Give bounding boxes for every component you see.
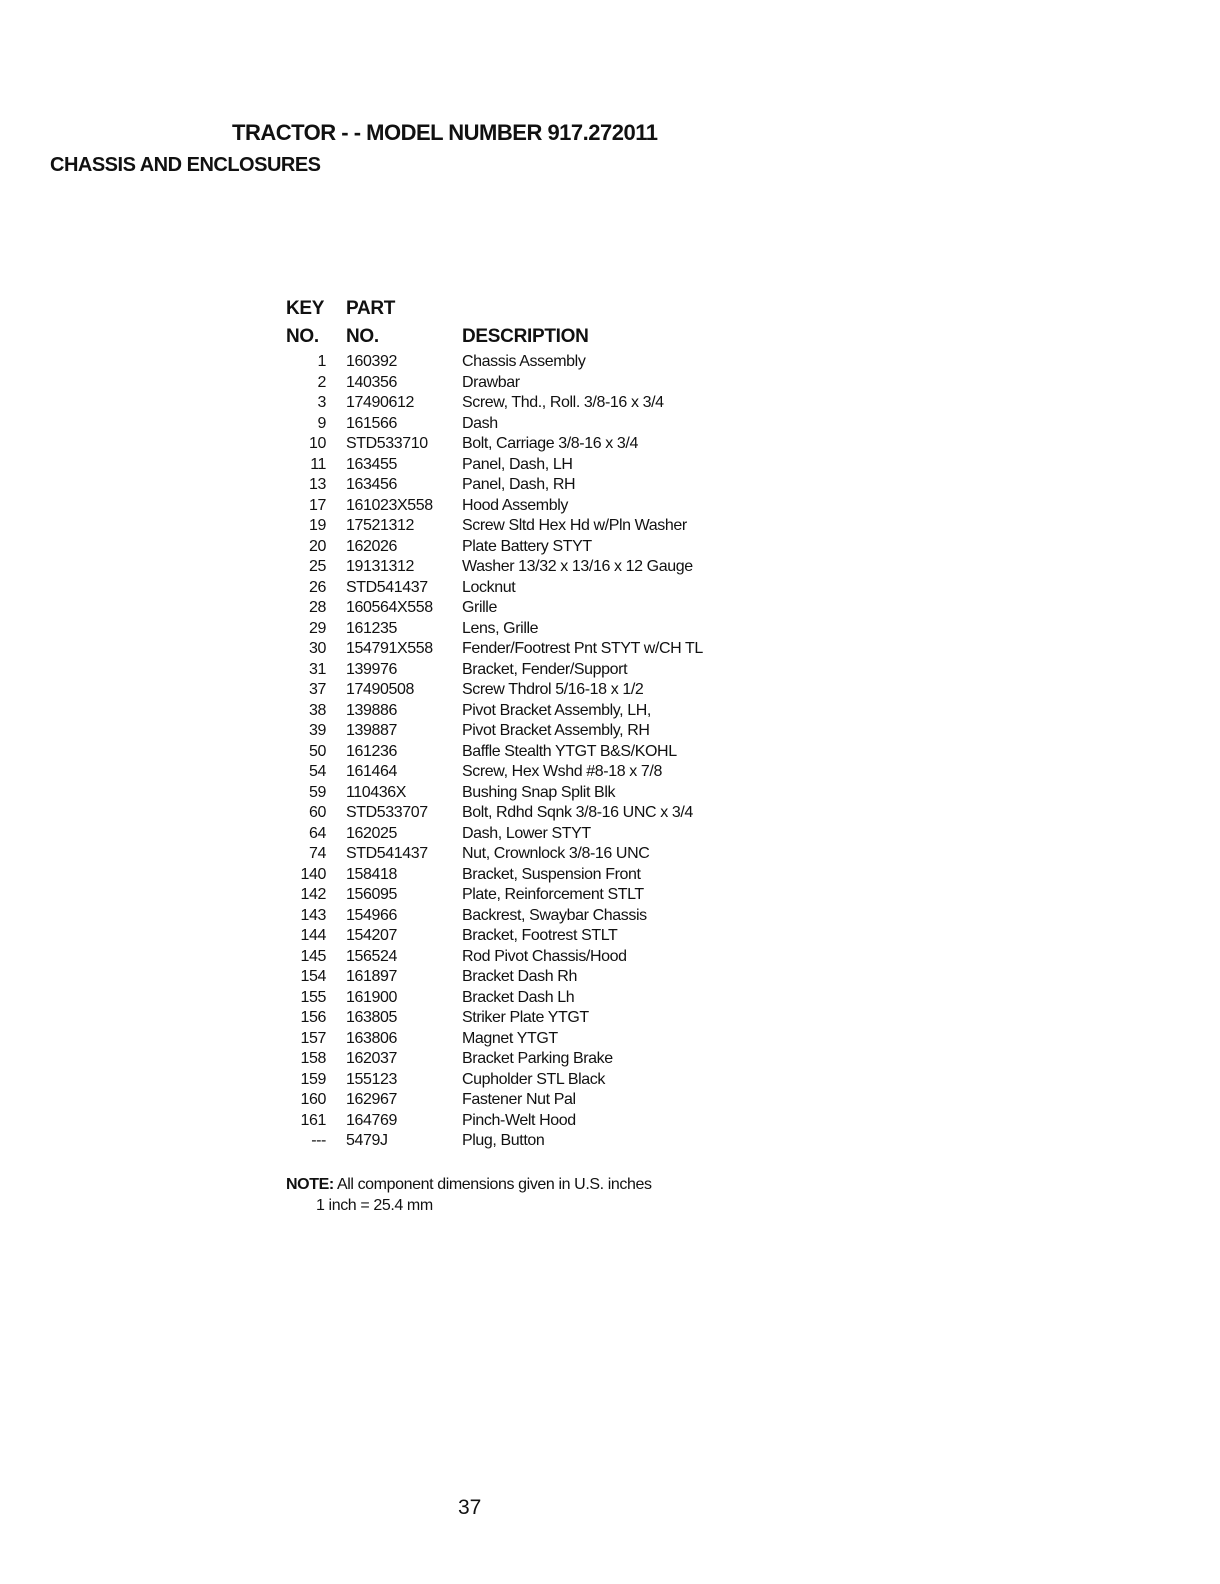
part-no-cell: 161566 — [346, 414, 397, 432]
table-row — [280, 906, 740, 927]
part-no-cell: 19131312 — [346, 558, 414, 575]
key-no-cell: 3 — [317, 394, 326, 411]
part-no-cell: 162026 — [346, 537, 397, 555]
key-no-cell: 142 — [300, 886, 326, 903]
key-no-cell: 145 — [300, 947, 326, 965]
table-row — [280, 721, 740, 742]
part-no-cell: 156095 — [346, 886, 397, 903]
key-no-cell: 25 — [309, 558, 326, 575]
key-no-cell: 50 — [309, 742, 326, 760]
key-no-cell: 160 — [300, 1091, 326, 1108]
table-row — [280, 680, 740, 701]
key-no-cell: 13 — [309, 476, 326, 493]
table-row — [280, 1070, 740, 1091]
key-no-cell: 158 — [300, 1050, 326, 1067]
key-no-cell: 10 — [309, 435, 326, 452]
description-cell: Dash — [462, 414, 498, 432]
part-no-cell: 155123 — [346, 1070, 397, 1088]
header-description: DESCRIPTION — [462, 326, 589, 347]
key-no-cell: 64 — [309, 824, 326, 842]
table-row — [280, 1029, 740, 1050]
table-row — [280, 537, 740, 558]
part-no-cell: 154966 — [346, 906, 397, 924]
table-row — [280, 557, 740, 578]
parts-table — [280, 352, 740, 1152]
key-no-cell: 74 — [309, 845, 326, 862]
key-no-cell: 26 — [309, 578, 326, 596]
key-no-cell: 17 — [309, 496, 326, 514]
part-no-cell: 161900 — [346, 988, 397, 1006]
key-no-cell: 1 — [317, 353, 326, 370]
part-no-cell: 5479J — [346, 1132, 388, 1149]
table-row — [280, 865, 740, 886]
part-no-cell: 162037 — [346, 1050, 397, 1067]
part-no-cell: 158418 — [346, 865, 397, 883]
table-row — [280, 619, 740, 640]
table-row — [280, 660, 740, 681]
description-cell: Bracket Dash Lh — [462, 988, 575, 1006]
page-number: 37 — [458, 1496, 482, 1519]
header-key-line2: NO. — [286, 326, 319, 347]
table-row — [280, 475, 740, 496]
table-row — [280, 393, 740, 414]
description-cell: Panel, Dash, LH — [462, 455, 573, 473]
header-part-line2: NO. — [346, 326, 379, 347]
part-no-cell: 161235 — [346, 619, 397, 637]
note-text: All component dimensions given in U.S. inches — [336, 1176, 652, 1193]
table-row — [280, 434, 740, 455]
part-no-cell: 160564X558 — [346, 599, 433, 616]
table-row — [280, 578, 740, 599]
part-no-cell: 156524 — [346, 947, 397, 965]
key-no-cell: 2 — [317, 373, 326, 391]
key-no-cell: 155 — [300, 988, 326, 1006]
part-no-cell: 163806 — [346, 1029, 397, 1047]
key-no-cell: 20 — [309, 537, 326, 555]
description-cell: Backrest, Swaybar Chassis — [462, 906, 647, 924]
table-row — [280, 1111, 740, 1132]
table-row — [280, 926, 740, 947]
description-cell: Screw, Thd., Roll. 3/8-16 x 3/4 — [462, 394, 664, 411]
description-cell: Dash, Lower STYT — [462, 824, 591, 842]
description-cell: Plug, Button — [462, 1132, 545, 1149]
key-no-cell: 143 — [300, 906, 326, 924]
key-no-cell: 19 — [309, 517, 326, 534]
part-no-cell: 163805 — [346, 1009, 397, 1026]
key-no-cell: 156 — [300, 1009, 326, 1026]
description-cell: Screw, Hex Wshd #8-18 x 7/8 — [462, 763, 662, 780]
table-row — [280, 824, 740, 845]
description-cell: Chassis Assembly — [462, 353, 586, 370]
description-cell: Pivot Bracket Assembly, LH, — [462, 701, 651, 719]
description-cell: Pinch-Welt Hood — [462, 1111, 576, 1129]
part-no-cell: 161023X558 — [346, 496, 433, 514]
key-no-cell: 31 — [309, 660, 326, 678]
part-no-cell: 139976 — [346, 660, 397, 678]
description-cell: Bracket Parking Brake — [462, 1050, 613, 1067]
key-no-cell: 9 — [317, 414, 326, 432]
table-row — [280, 803, 740, 824]
description-cell: Fastener Nut Pal — [462, 1091, 576, 1108]
header-key-line1: KEY — [286, 298, 325, 319]
part-no-cell: 110436X — [346, 783, 407, 801]
part-no-cell: 161464 — [346, 763, 397, 780]
part-no-cell: STD541437 — [346, 845, 428, 862]
table-row — [280, 762, 740, 783]
key-no-cell: --- — [311, 1132, 326, 1149]
table-row — [280, 516, 740, 537]
note — [286, 1176, 652, 1194]
section-title: CHASSIS AND ENCLOSURES — [50, 154, 321, 176]
key-no-cell: 161 — [300, 1111, 326, 1129]
description-cell: Cupholder STL Black — [462, 1070, 605, 1088]
table-row — [280, 844, 740, 865]
description-cell: Hood Assembly — [462, 496, 568, 514]
part-no-cell: 162967 — [346, 1091, 397, 1108]
table-row — [280, 1008, 740, 1029]
part-no-cell: STD541437 — [346, 578, 428, 596]
description-cell: Plate, Reinforcement STLT — [462, 886, 644, 903]
table-row — [280, 1090, 740, 1111]
part-no-cell: 154791X558 — [346, 640, 433, 657]
note-label: NOTE: — [286, 1176, 334, 1193]
key-no-cell: 54 — [309, 763, 326, 780]
part-no-cell: 139886 — [346, 701, 397, 719]
table-row — [280, 742, 740, 763]
key-no-cell: 59 — [309, 783, 326, 801]
key-no-cell: 30 — [309, 640, 326, 657]
description-cell: Magnet YTGT — [462, 1029, 558, 1047]
part-no-cell: 17521312 — [346, 517, 414, 534]
key-no-cell: 11 — [310, 455, 326, 473]
description-cell: Bolt, Rdhd Sqnk 3/8-16 UNC x 3/4 — [462, 804, 693, 821]
table-row — [280, 988, 740, 1009]
part-no-cell: STD533710 — [346, 435, 428, 452]
key-no-cell: 60 — [309, 804, 326, 821]
description-cell: Screw Sltd Hex Hd w/Pln Washer — [462, 517, 687, 534]
table-row — [280, 967, 740, 988]
description-cell: Bracket, Suspension Front — [462, 865, 641, 883]
key-no-cell: 140 — [300, 865, 326, 883]
table-row — [280, 414, 740, 435]
table-row — [280, 639, 740, 660]
key-no-cell: 144 — [300, 927, 326, 944]
description-cell: Grille — [462, 599, 497, 616]
key-no-cell: 29 — [309, 619, 326, 637]
description-cell: Locknut — [462, 578, 516, 596]
description-cell: Drawbar — [462, 373, 520, 391]
description-cell: Bracket Dash Rh — [462, 968, 577, 985]
key-no-cell: 37 — [309, 681, 326, 698]
description-cell: Nut, Crownlock 3/8-16 UNC — [462, 845, 650, 862]
part-no-cell: 163456 — [346, 476, 397, 493]
description-cell: Pivot Bracket Assembly, RH — [462, 722, 650, 739]
part-no-cell: 162025 — [346, 824, 397, 842]
table-row — [280, 373, 740, 394]
key-no-cell: 39 — [309, 722, 326, 739]
page-title: TRACTOR - - MODEL NUMBER 917.272011 — [232, 120, 658, 145]
table-row — [280, 352, 740, 373]
description-cell: Fender/Footrest Pnt STYT w/CH TL — [462, 640, 703, 657]
part-no-cell: 160392 — [346, 353, 397, 370]
part-no-cell: 17490612 — [346, 394, 414, 411]
part-no-cell: 139887 — [346, 722, 397, 739]
part-no-cell: 17490508 — [346, 681, 414, 698]
part-no-cell: 140356 — [346, 373, 397, 391]
key-no-cell: 157 — [300, 1029, 326, 1047]
part-no-cell: 163455 — [346, 455, 397, 473]
description-cell: Washer 13/32 x 13/16 x 12 Gauge — [462, 558, 693, 575]
note-conversion: 1 inch = 25.4 mm — [316, 1197, 433, 1214]
key-no-cell: 154 — [300, 968, 326, 985]
part-no-cell: 161897 — [346, 968, 397, 985]
part-no-cell: STD533707 — [346, 804, 428, 821]
description-cell: Bushing Snap Split Blk — [462, 783, 616, 801]
table-row — [280, 496, 740, 517]
table-row — [280, 701, 740, 722]
table-row — [280, 1049, 740, 1070]
description-cell: Screw Thdrol 5/16-18 x 1/2 — [462, 681, 644, 698]
key-no-cell: 38 — [309, 701, 326, 719]
table-row — [280, 598, 740, 619]
key-no-cell: 28 — [309, 599, 326, 616]
table-row — [280, 885, 740, 906]
description-cell: Lens, Grille — [462, 619, 539, 637]
description-cell: Plate Battery STYT — [462, 537, 592, 555]
parts-table-body — [280, 352, 740, 1152]
table-row — [280, 1131, 740, 1152]
part-no-cell: 154207 — [346, 927, 397, 944]
description-cell: Striker Plate YTGT — [462, 1009, 589, 1026]
table-row — [280, 455, 740, 476]
table-row — [280, 783, 740, 804]
description-cell: Bolt, Carriage 3/8-16 x 3/4 — [462, 435, 638, 452]
description-cell: Baffle Stealth YTGT B&S/KOHL — [462, 742, 677, 760]
part-no-cell: 164769 — [346, 1111, 397, 1129]
header-part-line1: PART — [346, 298, 396, 319]
key-no-cell: 159 — [300, 1070, 326, 1088]
description-cell: Bracket, Fender/Support — [462, 660, 628, 678]
description-cell: Bracket, Footrest STLT — [462, 927, 618, 944]
part-no-cell: 161236 — [346, 742, 397, 760]
description-cell: Rod Pivot Chassis/Hood — [462, 947, 627, 965]
description-cell: Panel, Dash, RH — [462, 476, 576, 493]
table-row — [280, 947, 740, 968]
